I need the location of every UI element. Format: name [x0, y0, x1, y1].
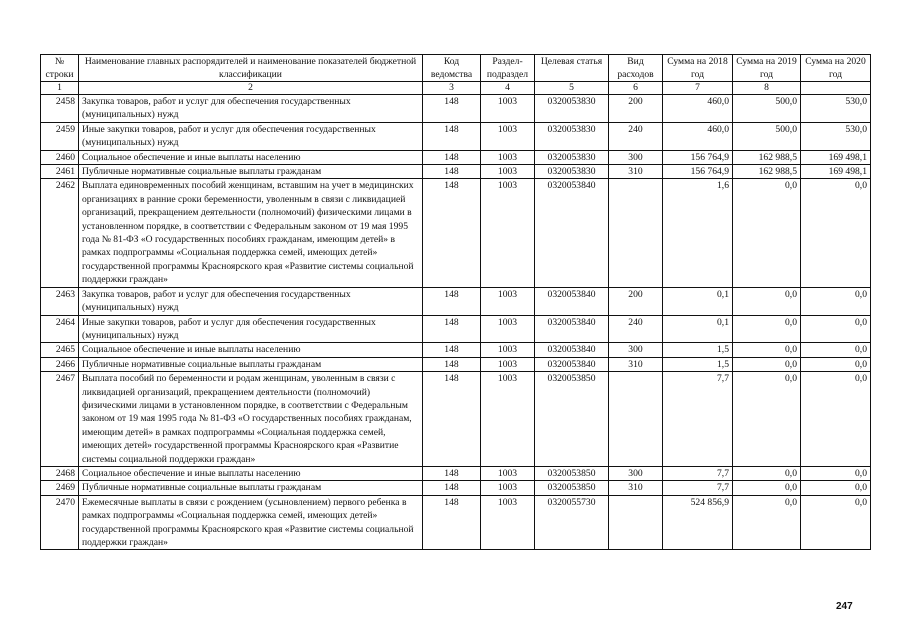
row-sum-2020: 0,0 [801, 357, 871, 371]
row-target: 0320053850 [535, 466, 609, 480]
row-sum-2020: 169 498,1 [801, 165, 871, 179]
row-target: 0320053830 [535, 95, 609, 123]
row-code: 148 [423, 372, 481, 467]
row-description: Закупка товаров, работ и услуг для обеспечения государственных (муниципальных) нужд [79, 95, 423, 123]
row-type: 310 [609, 357, 663, 371]
table-row [41, 179, 871, 287]
table-row [41, 315, 871, 343]
row-section: 1003 [481, 150, 535, 164]
row-type [609, 495, 663, 550]
column-number-row [41, 82, 871, 95]
row-target: 0320053830 [535, 122, 609, 150]
row-sum-2020: 0,0 [801, 372, 871, 467]
table-body [41, 95, 871, 550]
row-code: 148 [423, 95, 481, 123]
row-section: 1003 [481, 122, 535, 150]
row-section: 1003 [481, 315, 535, 343]
row-sum-2019: 500,0 [733, 95, 801, 123]
row-description: Иные закупки товаров, работ и услуг для обеспечения государственных (муниципальных) нужд [79, 315, 423, 343]
row-code: 148 [423, 179, 481, 287]
row-target: 0320053850 [535, 481, 609, 495]
row-description: Социальное обеспечение и иные выплаты населению [79, 343, 423, 357]
row-code: 148 [423, 122, 481, 150]
table-row [41, 287, 871, 315]
row-number: 2470 [41, 495, 79, 550]
column-number: 4 [481, 82, 535, 95]
row-code: 148 [423, 315, 481, 343]
row-type: 200 [609, 95, 663, 123]
row-sum-2018: 1,5 [663, 343, 733, 357]
row-number: 2464 [41, 315, 79, 343]
row-target: 0320053850 [535, 372, 609, 467]
row-sum-2020: 530,0 [801, 122, 871, 150]
row-section: 1003 [481, 372, 535, 467]
row-description: Публичные нормативные социальные выплаты гражданам [79, 165, 423, 179]
row-sum-2018: 156 764,9 [663, 150, 733, 164]
table-row [41, 466, 871, 480]
row-description: Публичные нормативные социальные выплаты гражданам [79, 481, 423, 495]
row-sum-2019: 0,0 [733, 179, 801, 287]
row-sum-2020: 0,0 [801, 287, 871, 315]
row-sum-2020: 169 498,1 [801, 150, 871, 164]
column-number: 5 [535, 82, 609, 95]
row-target: 0320053840 [535, 343, 609, 357]
column-number: 2 [79, 82, 423, 95]
row-description: Социальное обеспечение и иные выплаты населению [79, 150, 423, 164]
header-sum-2020: Сумма на 2020 год [801, 55, 871, 82]
row-type: 200 [609, 287, 663, 315]
row-section: 1003 [481, 287, 535, 315]
row-section: 1003 [481, 481, 535, 495]
row-target: 0320053840 [535, 315, 609, 343]
row-sum-2019: 500,0 [733, 122, 801, 150]
row-description: Выплата единовременных пособий женщинам, вставшим на учет в медицинских организациях в ранние сроки беременности, уволенным в связи с ликвидацией организаций, прекращением деятельности (полномочий) физическими лицами в установленном порядке, в соответствии с Федеральным законом от 19 мая 1995 года № 81-ФЗ «О государственных пособиях гражданам, имеющим детей» в рамках подпрограммы «Социальная поддержка семей, имеющих детей» государственной программы Красноярского края «Развитие системы социальной поддержки граждан» [79, 179, 423, 287]
row-type [609, 179, 663, 287]
row-sum-2018: 524 856,9 [663, 495, 733, 550]
row-number: 2467 [41, 372, 79, 467]
row-sum-2019: 0,0 [733, 357, 801, 371]
row-number: 2460 [41, 150, 79, 164]
header-target: Целевая статья [535, 55, 609, 82]
row-description: Иные закупки товаров, работ и услуг для обеспечения государственных (муниципальных) нужд [79, 122, 423, 150]
row-section: 1003 [481, 95, 535, 123]
row-number: 2469 [41, 481, 79, 495]
page-number: 247 [836, 601, 853, 612]
table-row [41, 122, 871, 150]
row-code: 148 [423, 287, 481, 315]
row-number: 2459 [41, 122, 79, 150]
column-number [801, 82, 871, 95]
row-section: 1003 [481, 165, 535, 179]
row-target: 0320053840 [535, 287, 609, 315]
column-number: 7 [663, 82, 733, 95]
row-description: Выплата пособий по беременности и родам женщинам, уволенным в связи с ликвидацией организаций, прекращением деятельности (полномочий) физическими лицами в установленном порядке, в соответствии с Федеральным законом от 19 мая 1995 года № 81-ФЗ «О государственных пособиях гражданам, имеющим детей» в рамках подпрограммы «Социальная поддержка семей, имеющих детей» государственной программы Красноярского края «Развитие системы социальной поддержки граждан» [79, 372, 423, 467]
row-type: 240 [609, 122, 663, 150]
row-sum-2020: 0,0 [801, 466, 871, 480]
row-number: 2463 [41, 287, 79, 315]
row-sum-2018: 156 764,9 [663, 165, 733, 179]
row-sum-2020: 530,0 [801, 95, 871, 123]
column-number: 3 [423, 82, 481, 95]
row-sum-2019: 162 988,5 [733, 165, 801, 179]
table-row [41, 343, 871, 357]
row-description: Закупка товаров, работ и услуг для обеспечения государственных (муниципальных) нужд [79, 287, 423, 315]
row-target: 0320053830 [535, 165, 609, 179]
row-number: 2458 [41, 95, 79, 123]
row-section: 1003 [481, 357, 535, 371]
row-code: 148 [423, 165, 481, 179]
row-target: 0320053840 [535, 357, 609, 371]
row-target: 0320055730 [535, 495, 609, 550]
row-sum-2018: 1,6 [663, 179, 733, 287]
table-row [41, 372, 871, 467]
row-target: 0320053830 [535, 150, 609, 164]
header-sum-2019: Сумма на 2019 год [733, 55, 801, 82]
header-name: Наименование главных распорядителей и наименование показателей бюджетной классификации [79, 55, 423, 82]
row-sum-2018: 460,0 [663, 122, 733, 150]
row-sum-2018: 460,0 [663, 95, 733, 123]
row-sum-2019: 0,0 [733, 466, 801, 480]
row-sum-2019: 162 988,5 [733, 150, 801, 164]
row-sum-2018: 7,7 [663, 372, 733, 467]
row-type: 310 [609, 165, 663, 179]
header-row-no: № строки [41, 55, 79, 82]
row-sum-2020: 0,0 [801, 481, 871, 495]
row-number: 2465 [41, 343, 79, 357]
table-row [41, 95, 871, 123]
row-code: 148 [423, 343, 481, 357]
row-section: 1003 [481, 343, 535, 357]
row-number: 2466 [41, 357, 79, 371]
row-sum-2018: 0,1 [663, 315, 733, 343]
column-number: 8 [733, 82, 801, 95]
row-number: 2468 [41, 466, 79, 480]
row-description: Публичные нормативные социальные выплаты гражданам [79, 357, 423, 371]
row-type [609, 372, 663, 467]
column-number: 6 [609, 82, 663, 95]
row-number: 2461 [41, 165, 79, 179]
row-code: 148 [423, 481, 481, 495]
column-number: 1 [41, 82, 79, 95]
row-sum-2018: 1,5 [663, 357, 733, 371]
row-sum-2018: 7,7 [663, 466, 733, 480]
row-type: 300 [609, 466, 663, 480]
row-sum-2019: 0,0 [733, 343, 801, 357]
row-number: 2462 [41, 179, 79, 287]
header-type: Вид расходов [609, 55, 663, 82]
row-section: 1003 [481, 466, 535, 480]
row-description: Ежемесячные выплаты в связи с рождением (усыновлением) первого ребенка в рамках подпрограммы «Социальная поддержка семей, имеющих детей» государственной программы Красноярского края «Развитие системы социальной поддержки граждан» [79, 495, 423, 550]
header-row [41, 55, 871, 82]
row-sum-2018: 7,7 [663, 481, 733, 495]
row-sum-2019: 0,0 [733, 287, 801, 315]
row-type: 240 [609, 315, 663, 343]
row-sum-2018: 0,1 [663, 287, 733, 315]
row-type: 300 [609, 150, 663, 164]
row-section: 1003 [481, 179, 535, 287]
table-row [41, 357, 871, 371]
budget-table [40, 54, 871, 550]
header-sum-2018: Сумма на 2018 год [663, 55, 733, 82]
row-code: 148 [423, 495, 481, 550]
row-sum-2019: 0,0 [733, 315, 801, 343]
row-sum-2019: 0,0 [733, 495, 801, 550]
header-code: Код ведомства [423, 55, 481, 82]
table-row [41, 495, 871, 550]
row-sum-2020: 0,0 [801, 343, 871, 357]
table-row [41, 481, 871, 495]
row-sum-2020: 0,0 [801, 495, 871, 550]
row-sum-2019: 0,0 [733, 372, 801, 467]
header-section: Раздел-подраздел [481, 55, 535, 82]
row-sum-2020: 0,0 [801, 315, 871, 343]
row-type: 300 [609, 343, 663, 357]
row-sum-2019: 0,0 [733, 481, 801, 495]
row-sum-2020: 0,0 [801, 179, 871, 287]
row-target: 0320053840 [535, 179, 609, 287]
table-row [41, 165, 871, 179]
row-code: 148 [423, 466, 481, 480]
row-description: Социальное обеспечение и иные выплаты населению [79, 466, 423, 480]
row-code: 148 [423, 357, 481, 371]
row-section: 1003 [481, 495, 535, 550]
row-type: 310 [609, 481, 663, 495]
table-row [41, 150, 871, 164]
row-code: 148 [423, 150, 481, 164]
